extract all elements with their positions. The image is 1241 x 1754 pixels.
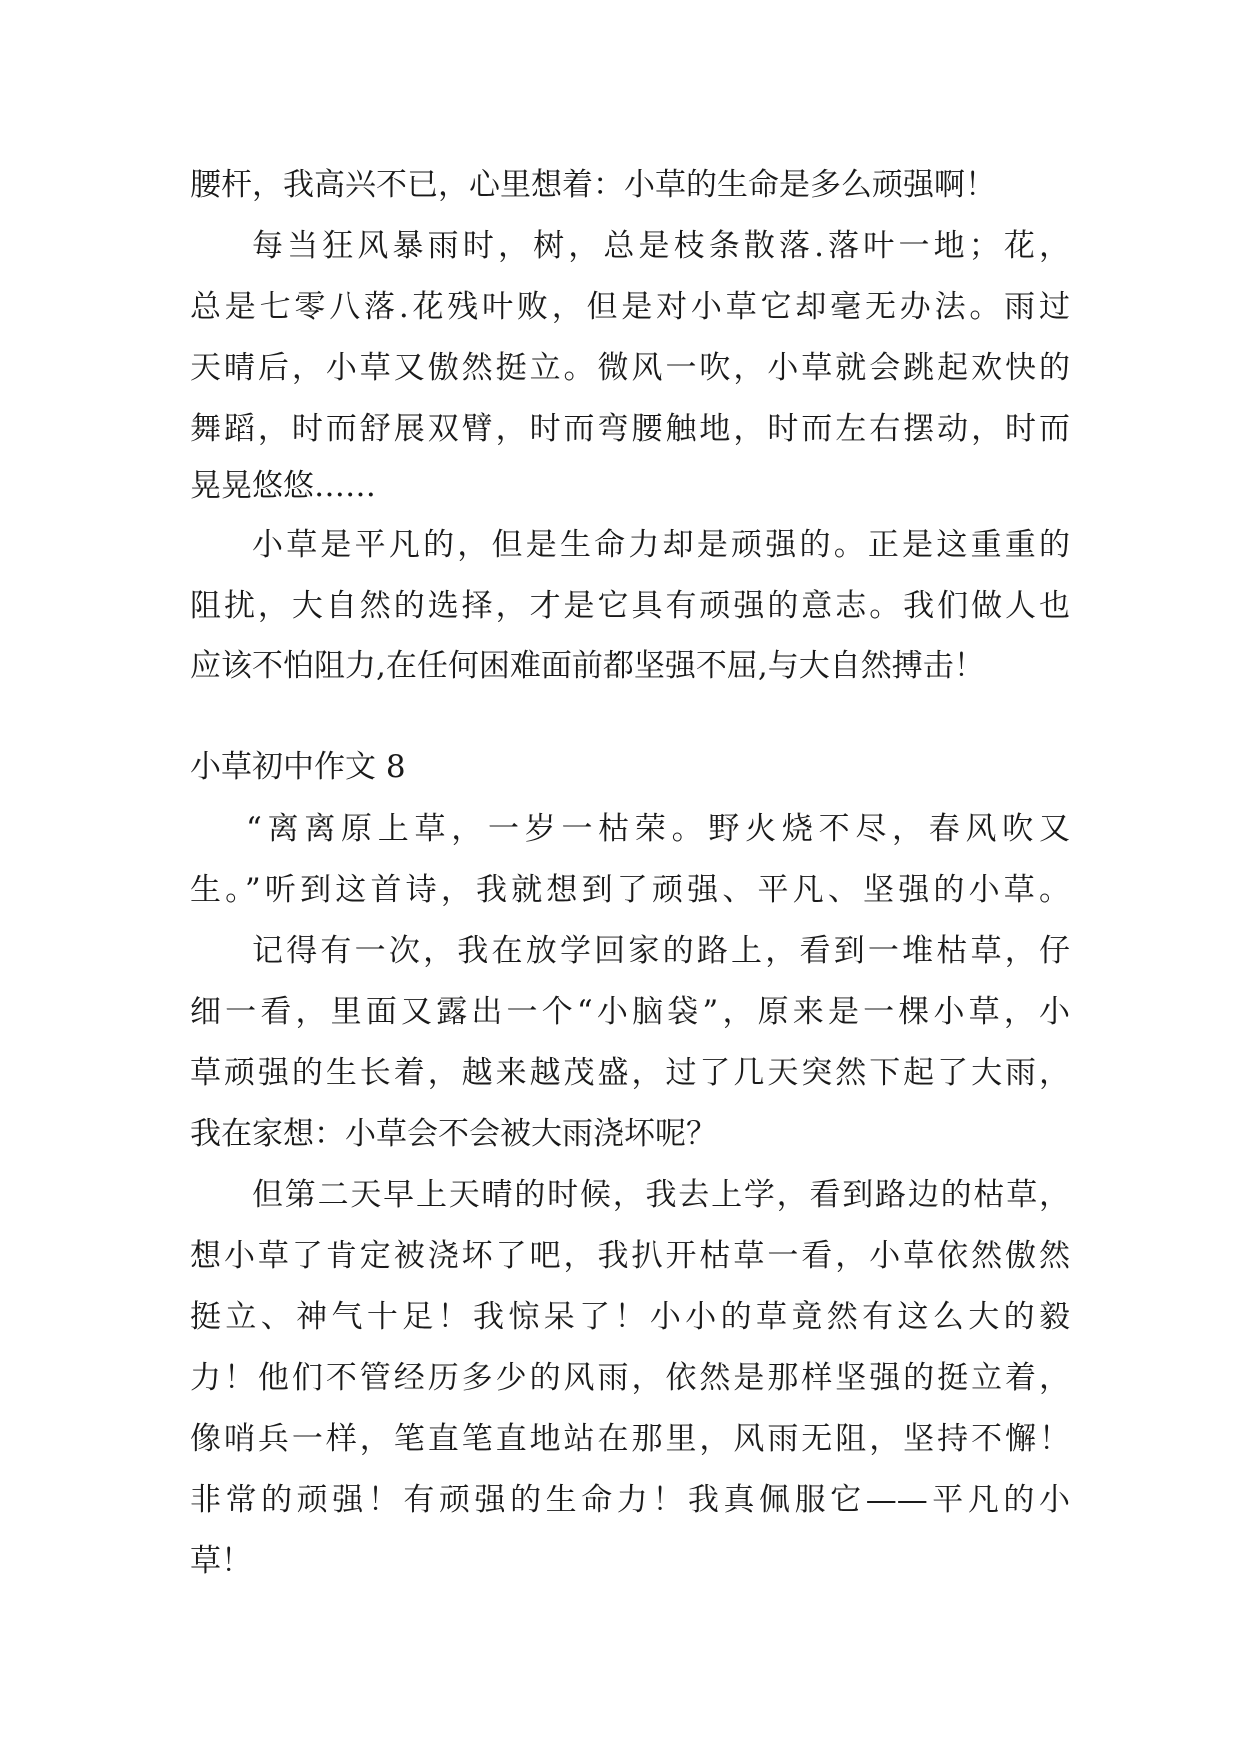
paragraph-line: 阻扰，大自然的选择，才是它具有顽强的意志。我们做人也	[190, 588, 1070, 624]
paragraph-line: 像哨兵一样，笔直笔直地站在那里，风雨无阻，坚持不懈！	[190, 1421, 1070, 1457]
paragraph-line: 但第二天早上天晴的时候，我去上学，看到路边的枯草，	[252, 1177, 1070, 1213]
paragraph-line: 细一看，里面又露出一个“小脑袋”，原来是一棵小草，小	[190, 994, 1070, 1030]
paragraph-line: 晃晃悠悠……	[190, 468, 376, 504]
paragraph-line: 总是七零八落.花残叶败，但是对小草它却毫无办法。雨过	[190, 289, 1070, 325]
paragraph-line: 我在家想：小草会不会被大雨浇坏呢？	[190, 1116, 717, 1152]
paragraph-line: 草顽强的生长着，越来越茂盛，过了几天突然下起了大雨，	[190, 1055, 1070, 1091]
paragraph-line: “离离原上草，一岁一枯荣。野火烧不尽，春风吹又	[246, 811, 1070, 847]
paragraph-line: 想小草了肯定被浇坏了吧，我扒开枯草一看，小草依然傲然	[190, 1238, 1070, 1274]
paragraph-line: 草！	[190, 1543, 252, 1579]
paragraph-line: 腰杆，我高兴不已，心里想着：小草的生命是多么顽强啊！	[190, 167, 996, 203]
paragraph-line: 天晴后，小草又傲然挺立。微风一吹，小草就会跳起欢快的	[190, 350, 1070, 386]
paragraph-line: 非常的顽强！有顽强的生命力！我真佩服它——平凡的小	[190, 1482, 1070, 1518]
paragraph-line: 记得有一次，我在放学回家的路上，看到一堆枯草，仔	[252, 933, 1070, 969]
paragraph-line: 每当狂风暴雨时，树，总是枝条散落.落叶一地；花，	[252, 228, 1070, 264]
paragraph-line: 生。”听到这首诗，我就想到了顽强、平凡、坚强的小草。	[190, 872, 1070, 908]
paragraph-line: 舞蹈，时而舒展双臂，时而弯腰触地，时而左右摆动，时而	[190, 411, 1070, 447]
paragraph-line: 应该不怕阻力,在任何困难面前都坚强不屈,与大自然搏击！	[190, 648, 985, 684]
paragraph-line: 挺立、神气十足！我惊呆了！小小的草竟然有这么大的毅	[190, 1299, 1070, 1335]
section-title: 小草初中作文 8	[190, 749, 406, 785]
paragraph-line: 小草是平凡的，但是生命力却是顽强的。正是这重重的	[252, 527, 1070, 563]
paragraph-line: 力！他们不管经历多少的风雨，依然是那样坚强的挺立着，	[190, 1360, 1070, 1396]
